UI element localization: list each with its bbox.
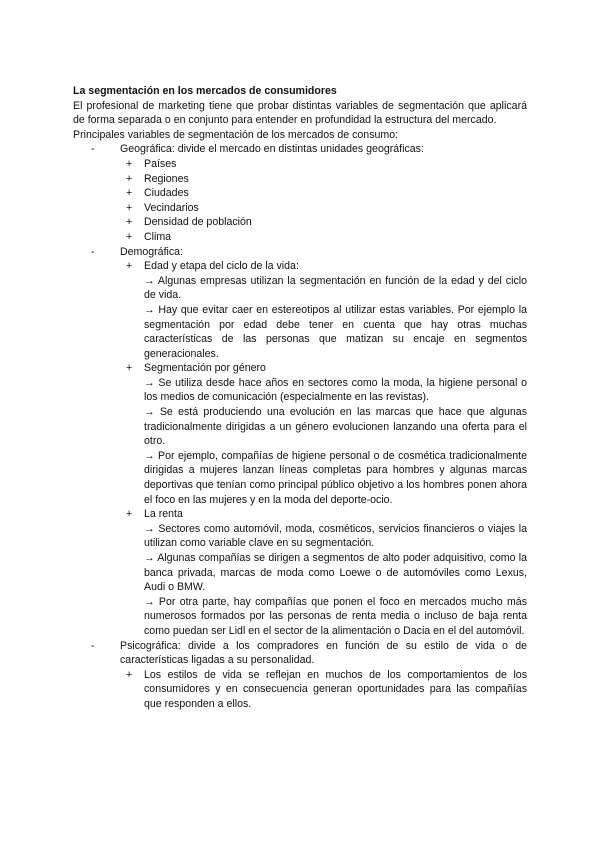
renta-note: → Por otra parte, hay compañías que ponen el foco en mercados mucho más numerosos formados por las personas de renta media o incluso de baja renta como puedan ser Lidl en el sector de la alimentación o Dacia en el del automóvil.: [144, 595, 527, 637]
edad-note: → Hay que evitar caer en estereotipos al utilizar estas variables. Por ejemplo la segmentación por edad debe tener en cuenta que hay otras muchas características de las personas que matizan su encaje en segmentos generacionales.: [144, 303, 527, 360]
edad-note: → Algunas empresas utilizan la segmentación en función de la edad y del ciclo de vida.: [144, 274, 527, 302]
renta-note: → Sectores como automóvil, moda, cosméticos, servicios financieros o viajes la utilizan como variable clave en su segmentación.: [144, 522, 527, 550]
psicografica-label: Psicográfica: divide a los compradores en función de su estilo de vida o de características ligadas a su personalidad.: [120, 639, 527, 667]
genero-label: Segmentación por género: [144, 362, 266, 375]
variable-demografica: [73, 245, 527, 260]
list-item: + Densidad de población: [126, 216, 252, 229]
plus-bullet: +: [126, 362, 133, 375]
dash-bullet: -: [91, 245, 95, 258]
plus-bullet: +: [126, 157, 133, 170]
dash-bullet: -: [91, 639, 95, 652]
edad-label: Edad y etapa del ciclo de la vida:: [144, 260, 299, 273]
list-item: + Regiones: [126, 172, 189, 185]
plus-bullet: +: [126, 172, 133, 185]
intro-paragraph: El profesional de marketing tiene que probar distintas variables de segmentación que aplicará de forma separada o en conjunto para entender en profundidad la estructura del mercado.: [73, 99, 527, 127]
list-item: + Vecindarios: [126, 201, 199, 214]
genero-note: → Por ejemplo, compañías de higiene personal o de cosmética tradicionalmente dirigidas a mujeres lanzan líneas completas para hombres y algunas marcas deportivas que tenían como principal público objetivo a los hombres ponen ahora el foco en las mujeres y en la moda del deporte-ocio.: [144, 449, 527, 506]
renta-note: → Algunas compañías se dirigen a segmentos de alto poder adquisitivo, como la banca privada, marcas de moda como Loewe o de automóviles como Lexus, Audi o BMW.: [144, 552, 527, 594]
list-item: + Los estilos de vida se reflejan en muchos de los comportamientos de los consumidores y en consecuencia generan oportunidades para las compañías que responden a ellos.: [126, 668, 527, 710]
plus-bullet: +: [126, 201, 133, 214]
genero-note: → Se está produciendo una evolución en las marcas que hace que algunas tradicionalmente dirigidas a un género evolucionen lanzando una oferta para el otro.: [144, 406, 527, 448]
demografica-label: Demográfica:: [120, 245, 183, 258]
genero-note: → Se utiliza desde hace años en sectores como la moda, la higiene personal o los medios de comunicación (especialmente en las revistas).: [144, 376, 527, 404]
variable-geografica: [73, 142, 527, 157]
plus-bullet: +: [126, 230, 133, 243]
geografica-label: Geográfica: divide el mercado en distintas unidades geográficas:: [120, 143, 424, 156]
demografica-edad: [73, 259, 527, 361]
renta-label: La renta: [144, 508, 183, 521]
list-item: + Clima: [126, 230, 172, 243]
dash-bullet: -: [91, 143, 95, 156]
plus-bullet: +: [126, 260, 133, 273]
plus-bullet: +: [126, 508, 133, 521]
list-item: + Ciudades: [126, 187, 189, 200]
document-title: La segmentación en los mercados de consumidores: [73, 85, 337, 97]
variable-psicografica: [73, 639, 527, 668]
plus-bullet: +: [126, 668, 133, 681]
demografica-genero: [73, 361, 527, 507]
plus-bullet: +: [126, 216, 133, 229]
list-item: + Países: [126, 157, 177, 170]
subtitle: Principales variables de segmentación de los mercados de consumo:: [73, 128, 399, 141]
plus-bullet: +: [126, 187, 133, 200]
demografica-renta: [73, 507, 527, 638]
